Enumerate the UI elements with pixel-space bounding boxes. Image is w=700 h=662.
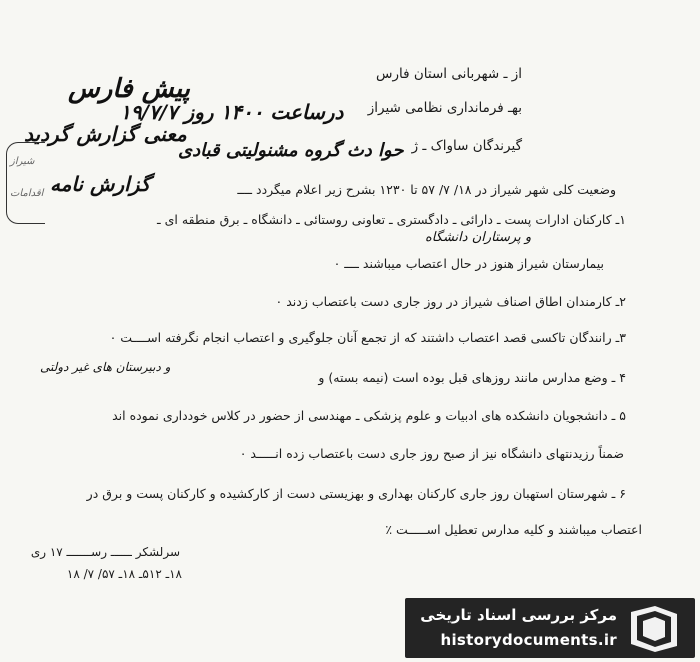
archive-logo-icon [627, 604, 681, 654]
signature-line: سرلشکر ــــــ رســـــــ ۱۷ ری [30, 545, 180, 559]
handwritten-subject-2: حوا دث گروه مشنولیتی قبادی [178, 140, 404, 161]
item-6-line-2: اعتصاب میباشند و کلیه مدارس تعطیل اســـــت ٪ [385, 522, 642, 537]
item-1-line-1: ۱ـ کارکنان ادارات پست ـ دارائی ـ دادگستری ـ تعاونی روستائی ـ دانشگاه ـ برق منطقه ای ـ [157, 212, 626, 227]
item-5-line-2: ضمناً رزیدنتهای دانشگاه نیز از صبح روز جاری دست باعتصاب زده انـــــد ۰ [239, 446, 624, 461]
handwritten-top-note: پیش فارس [68, 74, 190, 104]
handwritten-date-note: درساعت ۱۴۰۰ روز ۱۹/۷/۷ [120, 100, 344, 124]
intro-line: وضعیت کلی شهر شیراز در ۱۸/ ۷/ ۵۷ تا ۱۲۳۰ بشرح زیر اعلام میگردد ــــ [237, 182, 616, 197]
watermark-url: historydocuments.ir [440, 631, 617, 649]
margin-bracket [6, 142, 45, 224]
item-3: ۳ـ رانندگان تاکسی قصد اعتصاب داشتند که از تجمع آنان جلوگیری و اعتصاب انجام نگرفته اســــت ۰ [109, 330, 626, 345]
recipients-line: گیرندگان ساواک ـ ژ [411, 138, 522, 154]
watermark-title: مرکز بررسی اسناد تاریخی [420, 606, 617, 624]
item-5-line-1: ۵ ـ دانشجویان دانشکده های ادبیات و علوم پزشکی ـ مهندسی از حضور در کلاس خودداری نموده اند [112, 408, 626, 423]
reference-number: ۱۸ـ ۵۱۲ـ ۱۸ـ ۵۷/ ۷/ ۱۸ [66, 567, 182, 581]
handwritten-subject: معنی گزارش گردید [24, 122, 187, 146]
handwritten-margin-note-2: اقدامات [10, 188, 44, 199]
item-1-line-2: بیمارستان شیراز هنوز در حال اعتصاب میباشند ــــ ۰ [333, 256, 604, 271]
handwritten-under-item1: و پرستاران دانشگاه [425, 230, 532, 245]
item-2: ۲ـ کارمندان اطاق اصناف شیراز در روز جاری دست باعتصاب زدند ۰ [275, 294, 626, 309]
handwritten-margin-note-1: شیراز [10, 156, 35, 167]
from-line: از ـ شهربانی استان فارس [376, 66, 522, 82]
archive-watermark [405, 598, 695, 658]
item-4: ۴ ـ وضع مدارس مانند روزهای قبل بوده است (نیمه بسته) و [318, 370, 626, 385]
handwritten-left-note: گزارش نامه [50, 172, 151, 196]
item-6-line-1: ۶ ـ شهرستان استهبان روز جاری کارکنان بهداری و بهزیستی دست از کارکشیده و کارکنان پست و برق در [86, 486, 626, 501]
to-line: بهـ فرمانداری نظامی شیراز [367, 100, 522, 116]
handwritten-after-item4: و دبیرستان های غیر دولتی [40, 360, 171, 374]
